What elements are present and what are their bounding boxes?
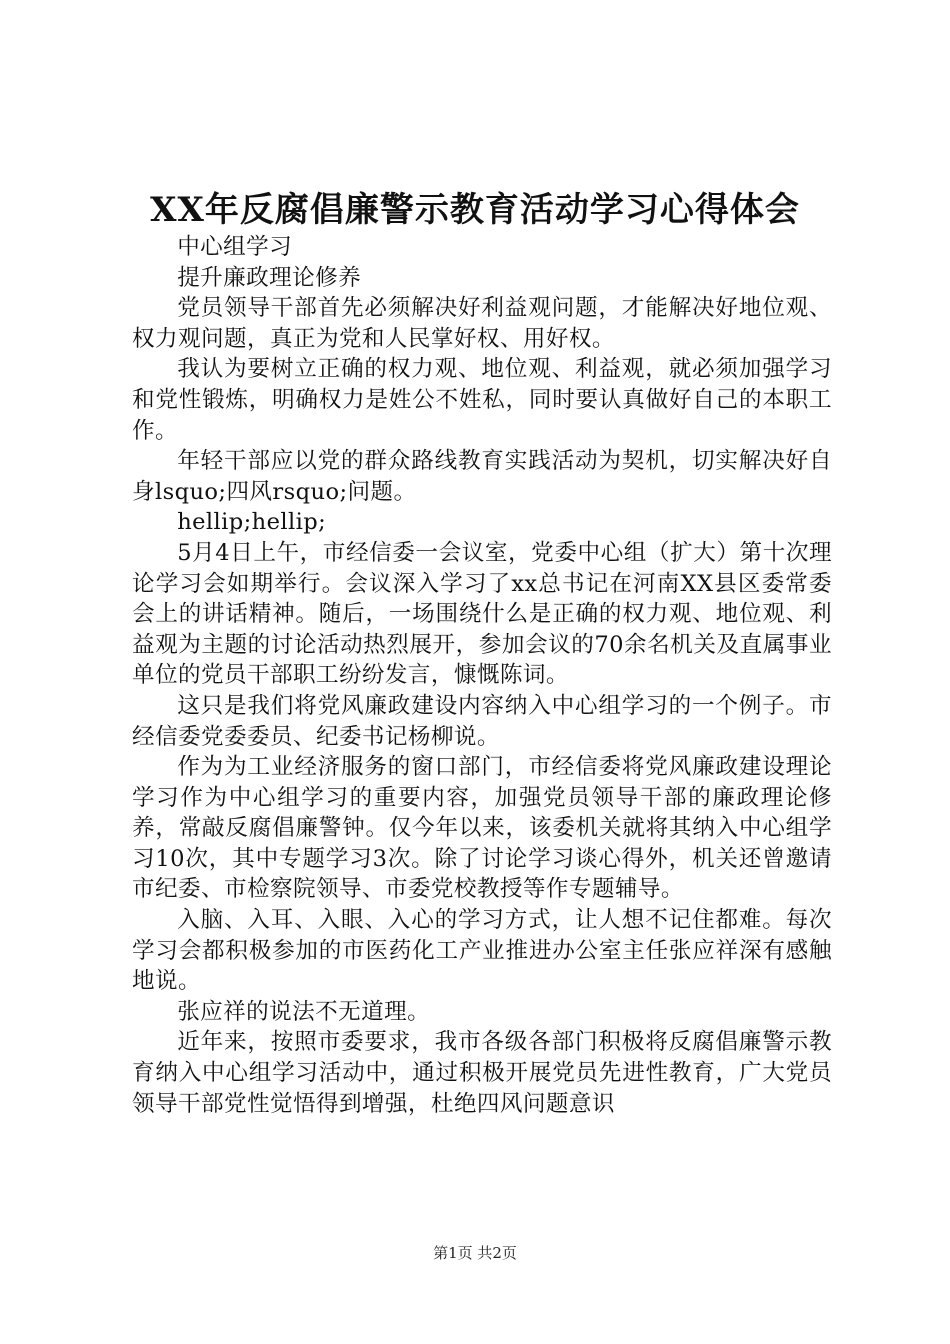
- document-title: XX年反腐倡廉警示教育活动学习心得体会: [150, 190, 800, 230]
- paragraph: 作为为工业经济服务的窗口部门，市经信委将党风廉政建设理论学习作为中心组学习的重要内容，加强党员领导干部的廉政理论修养，常敲反腐倡廉警钟。仅今年以来，该委机关就将其纳入中心组学习10次，其中专题学习3次。除了讨论学习谈心得外，机关还曾邀请市纪委、市检察院领导、市委党校教授等作专题辅导。: [132, 754, 832, 903]
- paragraph: 5月4日上午，市经信委一会议室，党委中心组（扩大）第十次理论学习会如期举行。会议深入学习了xx总书记在河南XX县区委常委会上的讲话精神。随后，一场围绕什么是正确的权力观、地位观、利益观为主题的讨论活动热烈展开，参加会议的70余名机关及直属事业单位的党员干部职工纷纷发言，慷慨陈词。: [132, 539, 832, 689]
- paragraph: hellip;hellip;: [177, 509, 327, 536]
- paragraph: 年轻干部应以党的群众路线教育实践活动为契机，切实解决好自身lsquo;四风rsquo;问题。: [132, 448, 832, 505]
- paragraph: 近年来，按照市委要求，我市各级各部门积极将反腐倡廉警示教育纳入中心组学习活动中，通过积极开展党员先进性教育，广大党员领导干部党性觉悟得到增强，杜绝四风问题意识: [132, 1029, 832, 1117]
- paragraph: 提升廉政理论修养: [177, 264, 362, 291]
- paragraph: 党员领导干部首先必须解决好利益观问题，才能解决好地位观、权力观问题，真正为党和人民掌好权、用好权。: [132, 295, 832, 352]
- paragraph: 入脑、入耳、入眼、入心的学习方式，让人想不记住都难。每次学习会都积极参加的市医药化工产业推进办公室主任张应祥深有感触地说。: [132, 907, 832, 995]
- paragraph: 张应祥的说法不无道理。: [177, 998, 431, 1025]
- paragraph: 这只是我们将党风廉政建设内容纳入中心组学习的一个例子。市经信委党委委员、纪委书记杨柳说。: [132, 692, 832, 750]
- page-indicator: 第1页 共2页: [433, 1244, 517, 1262]
- document-body: [132, 232, 832, 1119]
- paragraph: 我认为要树立正确的权力观、地位观、利益观，就必须加强学习和党性锻炼，明确权力是姓公不姓私，同时要认真做好自己的本职工作。: [132, 356, 832, 444]
- paragraph: 中心组学习: [177, 234, 293, 260]
